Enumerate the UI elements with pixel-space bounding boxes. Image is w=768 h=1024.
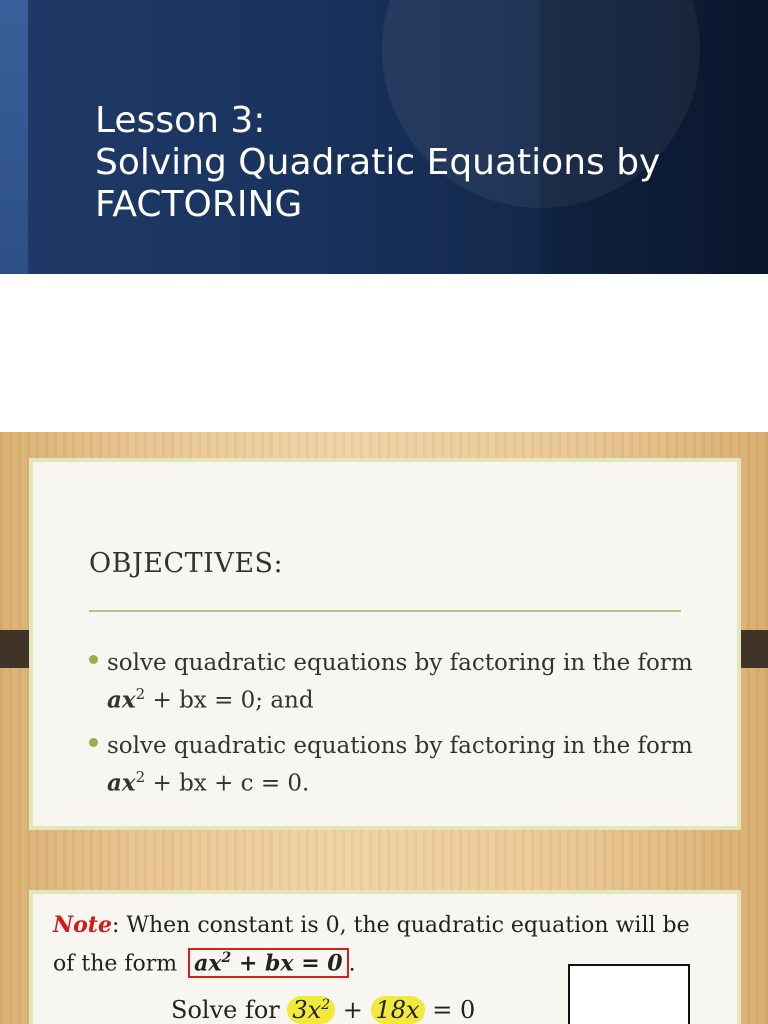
objective-form-exp: 2 [135,767,146,786]
answer-box [568,964,690,1024]
term-1-text: 3x [292,996,322,1024]
bullet-icon [89,655,98,664]
form-a: ax [194,950,222,977]
lesson-title-line-1: Lesson 3: [95,100,266,141]
bullet-icon [89,738,98,747]
note-label: Note [53,912,112,938]
form-exp: 2 [221,950,232,966]
objective-item [89,731,709,800]
objective-form-var: ax [107,769,136,797]
objective-form-exp: 2 [135,685,146,703]
title-left-strip [0,0,28,274]
lesson-title-line-2: Solving Quadratic Equations by [95,142,661,183]
objective-item [89,648,709,717]
solve-equation [171,996,475,1024]
plus-sign: + [335,996,371,1024]
solve-prefix: Solve for [171,996,288,1024]
objectives-list [89,648,709,813]
standard-form-box [188,948,348,978]
note-card [33,894,737,1024]
note-text: : When constant is 0, the quadratic equation will be [111,913,690,938]
objectives-card [33,462,737,826]
objectives-heading: OBJECTIVES: [89,548,284,579]
objective-text: solve quadratic equations by factoring in the form [107,732,693,759]
highlighted-term-1 [287,996,335,1024]
objective-form-var: ax [107,686,136,714]
note-form-text: of the form [53,951,178,977]
note-line-2 [53,948,356,978]
objective-text-end: + bx + c = 0. [145,770,310,797]
objective-text: solve quadratic equations by factoring in the form [107,650,693,676]
note-line-1 [53,912,690,938]
term-1-exp: 2 [321,997,331,1013]
title-slide [0,0,768,274]
highlighted-term-2: 18x [371,996,425,1024]
solve-suffix: = 0 [424,996,476,1024]
objective-text-end: + bx = 0; and [145,687,314,714]
lesson-title-line-3: FACTORING [95,184,303,225]
form-rest: + bx = 0 [231,950,343,977]
wood-slide [0,432,768,1024]
note-period: . [348,951,356,977]
lesson-title [95,100,735,226]
objectives-divider [89,610,681,612]
